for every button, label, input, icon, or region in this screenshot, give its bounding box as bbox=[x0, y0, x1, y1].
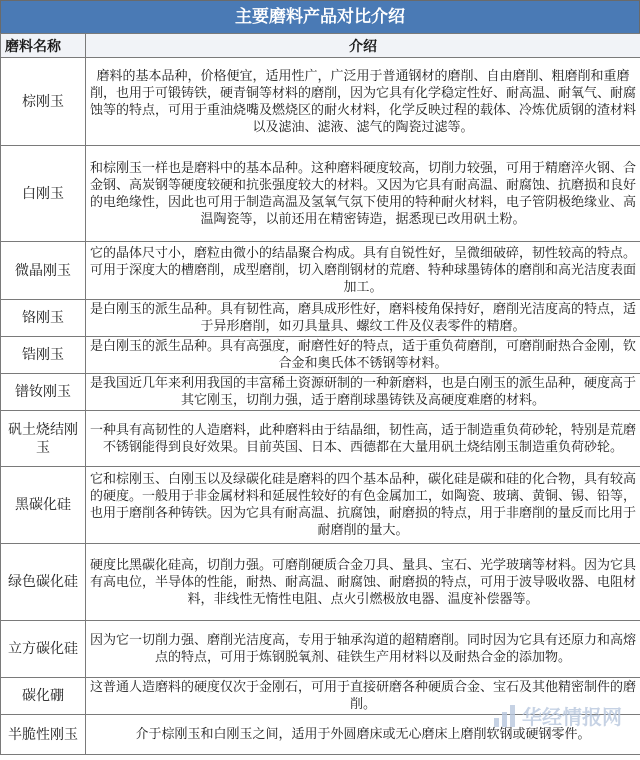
abrasive-name: 铬刚玉 bbox=[1, 300, 86, 337]
abrasive-desc: 硬度比黑碳化硅高，切削力强。可磨削硬质合金刀具、量具、宝石、光学玻璃等材料。因为它具有高电位，半导体的性能，耐热、耐高温、耐腐蚀、耐磨损的特点，可用于波导吸收器、电阻材料，非线性无惰性电阻、点火引燃极放电器、温度补偿器等。 bbox=[86, 544, 640, 621]
table-row bbox=[1, 374, 640, 411]
abrasive-desc: 它的晶体尺寸小，磨粒由微小的结晶聚合构成。具有自锐性好，呈微细破碎，韧性较高的特点。可用于深度大的槽磨削，成型磨削，切入磨削钢材的荒磨、特种球墨铸体的磨削和高光洁度表面加工。 bbox=[86, 242, 640, 300]
table-row bbox=[1, 242, 640, 300]
table-row bbox=[1, 411, 640, 467]
table-header-row bbox=[1, 34, 640, 58]
table-row bbox=[1, 146, 640, 242]
watermark bbox=[494, 701, 622, 730]
abrasive-desc: 和棕刚玉一样也是磨料中的基本品种。这种磨料硬度较高，切削力较强，可用于精磨淬火钢、合金钢、高炭钢等硬度较硬和抗张强度较大的材料。又因为它具有耐高温、耐腐蚀、抗磨损和良好的电绝缘性，因此也可用于制造高温及氢氧气氛下使用的特种耐火材料，电子管阴极绝缘业、高温陶瓷等，以前还用在精密铸造，据悉现已改用矾土粉。 bbox=[86, 146, 640, 242]
abrasive-desc: 是我国近几年来利用我国的丰富稀土资源研制的一种新磨料，也是白刚玉的派生品种，硬度高于其它刚玉，切削力强，适于磨削球墨铸铁及高硬度难磨的材料。 bbox=[86, 374, 640, 411]
abrasive-desc: 介于棕刚玉和白刚玉之间，适用于外圆磨床或无心磨床上磨削软钢或硬钢零件。 bbox=[86, 715, 640, 755]
table-row bbox=[1, 544, 640, 621]
bar-chart-logo-icon bbox=[494, 705, 516, 727]
watermark-text: 华经情报网 bbox=[522, 705, 622, 729]
abrasive-name: 黑碳化硅 bbox=[1, 467, 86, 544]
abrasive-name: 立方碳化硅 bbox=[1, 621, 86, 678]
abrasive-name: 棕刚玉 bbox=[1, 58, 86, 146]
table-row bbox=[1, 467, 640, 544]
abrasive-name: 微晶刚玉 bbox=[1, 242, 86, 300]
abrasive-name: 白刚玉 bbox=[1, 146, 86, 242]
column-header-name: 磨料名称 bbox=[1, 34, 86, 58]
table-row bbox=[1, 58, 640, 146]
abrasive-desc: 它和棕刚玉、白刚玉以及绿碳化硅是磨料的四个基本品种，碳化硅是碳和硅的化合物，具有较高的硬度。一般用于非金属材料和延展性较好的有色金属加工，如陶瓷、玻璃、黄铜、锡、铅等，也用于磨削各种铸铁。因为它具有耐高温、抗腐蚀，耐磨损的特点，用于非磨削的量反而比用于耐磨削的量大。 bbox=[86, 467, 640, 544]
abrasive-name: 矾土烧结刚玉 bbox=[1, 411, 86, 467]
abrasive-desc: 是白刚玉的派生品种。具有韧性高，磨具成形性好，磨料棱角保持好，磨削光洁度高的特点，适于异形磨削，如刃具量具、螺纹工件及仪表零件的精磨。 bbox=[86, 300, 640, 337]
column-header-desc: 介绍 bbox=[86, 34, 640, 58]
page-title: 主要磨料产品对比介绍 bbox=[0, 0, 640, 33]
table-row bbox=[1, 300, 640, 337]
table-row bbox=[1, 621, 640, 678]
table-row bbox=[1, 337, 640, 374]
abrasive-name: 锆刚玉 bbox=[1, 337, 86, 374]
abrasive-desc: 这普通人造磨料的硬度仅次于金刚石，可用于直接研磨各种硬质合金、宝石及其他精密制件的磨削。 bbox=[86, 678, 640, 715]
abrasive-desc: 是白刚玉的派生品种。具有高强度，耐磨性好的特点，适于重负荷磨削，可磨削耐热合金刚，钦合金和奥氏体不锈钢等材料。 bbox=[86, 337, 640, 374]
abrasive-comparison-table bbox=[0, 33, 640, 755]
abrasive-name: 碳化硼 bbox=[1, 678, 86, 715]
abrasive-name: 半脆性刚玉 bbox=[1, 715, 86, 755]
abrasive-name: 绿色碳化硅 bbox=[1, 544, 86, 621]
abrasive-name: 镨钕刚玉 bbox=[1, 374, 86, 411]
abrasive-desc: 一种具有高韧性的人造磨料，此种磨料由于结晶细，韧性高，适于制造重负荷砂轮，特别是荒磨不锈钢能得到良好效果。目前英国、日本、西德都在大量用矾土烧结刚玉制造重负荷砂轮。 bbox=[86, 411, 640, 467]
abrasive-desc: 因为它一切削力强、磨削光洁度高，专用于轴承沟道的超精磨削。同时因为它具有还原力和高熔点的特点，可用于炼钢脱氧剂、硅铁生产用材料以及耐热合金的添加物。 bbox=[86, 621, 640, 678]
abrasive-desc: 磨料的基本品种，价格便宜，适用性广，广泛用于普通钢材的磨削、自由磨削、粗磨削和重磨削，也用于可锻铸铁，硬青铜等材料的磨削，因为它具有化学稳定性好、耐高温、耐氧气、耐腐蚀等的特点，可用于重油烧嘴及燃烧区的耐火材料，化学反映过程的载体、冷炼优质钢的渣材料以及滤油、滤液、滤气的陶瓷过滤等。 bbox=[86, 58, 640, 146]
